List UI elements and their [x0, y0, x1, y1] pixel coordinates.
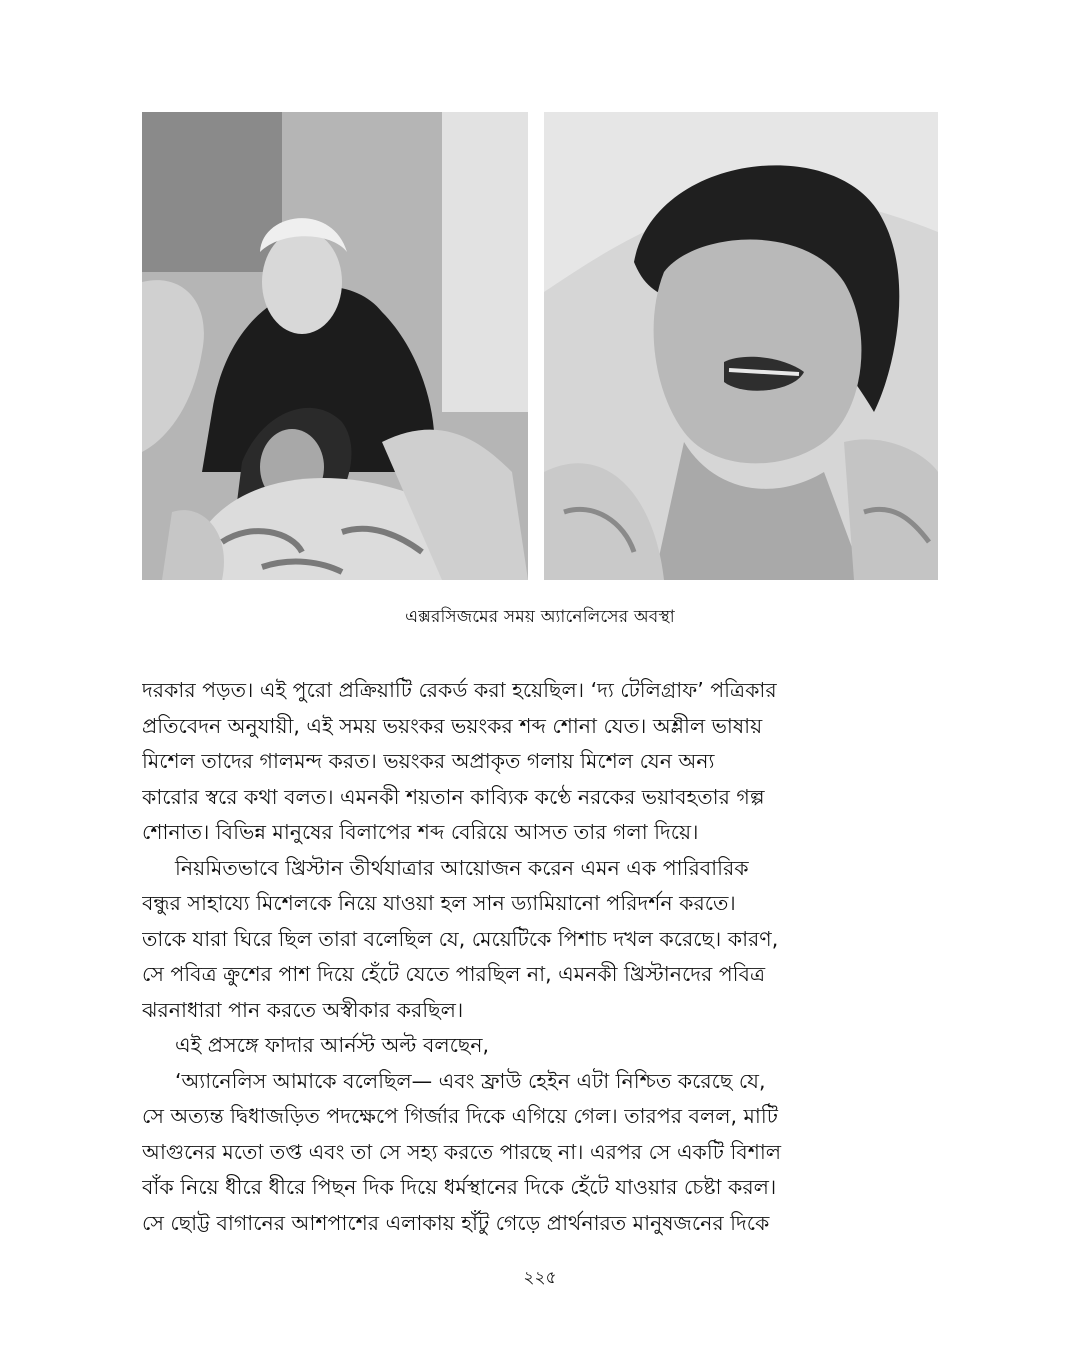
text-line: আগুনের মতো তপ্ত এবং তা সে সহ্য করতে পারছে না। এরপর সে একটি বিশাল — [142, 1139, 782, 1164]
text-line: তাকে যারা ঘিরে ছিল তারা বলেছিল যে, মেয়েটিকে পিশাচ দখল করেছে। কারণ, — [142, 926, 779, 951]
text-line: সে অত্যন্ত দ্বিধাজড়িত পদক্ষেপে গির্জার দিকে এগিয়ে গেল। তারপর বলল, মাটি — [142, 1104, 778, 1128]
exorcism-photo-left-image — [142, 112, 528, 580]
text-line: দরকার পড়ত। এই পুরো প্রক্রিয়াটি রেকর্ড করা হয়েছিল। ‘দ্য টেলিগ্রাফ’ পত্রিকার — [142, 678, 777, 702]
exorcism-photo-right-image — [544, 112, 938, 580]
text-line: সে ছোট্ট বাগানের আশপাশের এলাকায় হাঁটু গেড়ে প্রার্থনারত মানুষজনের দিকে — [142, 1210, 770, 1235]
exorcism-photo-left — [142, 112, 528, 580]
photo-row — [142, 112, 938, 580]
text-line: ‘অ্যানেলিস আমাকে বলেছিল— এবং ফ্রাউ হেইন এটা নিশ্চিত করেছে যে, — [175, 1068, 766, 1093]
text-line: কারোর স্বরে কথা বলত। এমনকী শয়তান কাব্যিক কণ্ঠে নরকের ভয়াবহতার গল্প — [142, 784, 765, 809]
text-line: বন্ধুর সাহায্যে মিশেলকে নিয়ে যাওয়া হল সান ড্যামিয়ানো পরিদর্শন করতে। — [142, 891, 736, 915]
paragraph-2 — [142, 851, 942, 1029]
paragraph-4 — [142, 1064, 942, 1242]
page-number: ২২৫ — [523, 1268, 557, 1288]
text-line: নিয়মিতভাবে খ্রিস্টান তীর্থযাত্রার আয়োজন করেন এমন এক পারিবারিক — [175, 855, 749, 880]
exorcism-photo-right — [544, 112, 938, 580]
text-line: এই প্রসঙ্গে ফাদার আর্নস্ট অল্ট বলছেন, — [175, 1033, 490, 1057]
text-line: শোনাত। বিভিন্ন মানুষের বিলাপের শব্দ বেরিয়ে আসত তার গলা দিয়ে। — [142, 820, 699, 844]
text-line: ঝরনাধারা পান করতে অস্বীকার করছিল। — [142, 997, 464, 1022]
text-line: বাঁক নিয়ে ধীরে ধীরে পিছন দিক দিয়ে ধর্মস্থানের দিকে হেঁটে যাওয়ার চেষ্টা করল। — [142, 1175, 777, 1199]
paragraph-1 — [142, 673, 942, 851]
text-line: প্রতিবেদন অনুযায়ী, এই সময় ভয়ংকর ভয়ংকর শব্দ শোনা যেত। অশ্লীল ভাষায় — [142, 713, 763, 738]
paragraph-3 — [142, 1028, 942, 1064]
photo-caption: এক্সরসিজমের সময় অ্যানেলিসের অবস্থা — [405, 607, 675, 627]
body-text — [142, 673, 942, 1243]
text-line: সে পবিত্র ক্রুশের পাশ দিয়ে হেঁটে যেতে পারছিল না, এমনকী খ্রিস্টানদের পবিত্র — [142, 962, 766, 986]
text-line: মিশেল তাদের গালমন্দ করত। ভয়ংকর অপ্রাকৃত গলায় মিশেল যেন অন্য — [142, 749, 715, 773]
